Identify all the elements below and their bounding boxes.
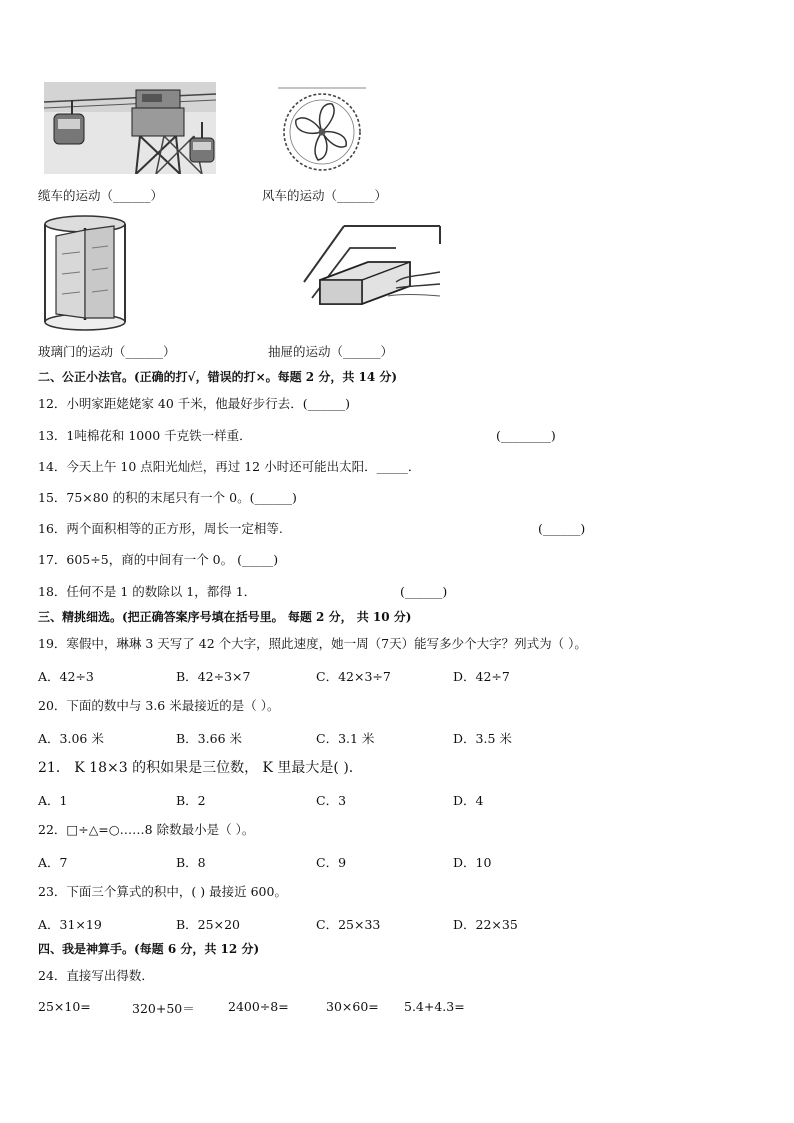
cable-car-caption: 缆车的运动（______）	[38, 188, 164, 203]
revolving-door-picture	[42, 214, 128, 332]
question-20: 20．下面的数中与 3.6 米最接近的是（ ）。	[38, 698, 280, 713]
question-19-option-b: B．42÷3×7	[176, 669, 251, 684]
question-22-option-b: B．8	[176, 855, 206, 870]
question-21-option-d: D．4	[453, 793, 484, 808]
calc-3: 2400÷8=	[228, 999, 289, 1014]
question-13-blank: (________)	[496, 428, 556, 443]
question-18: 18．任何不是 1 的数除以 1，都得 1．	[38, 584, 257, 599]
question-15: 15．75×80 的积的末尾只有一个 0。(______)	[38, 490, 297, 505]
windmill-fan-picture	[276, 86, 368, 174]
calc-2: 320+50＝	[132, 1001, 195, 1016]
question-14: 14．今天上午 10 点阳光灿烂，再过 12 小时还可能出太阳．_____．	[38, 459, 421, 474]
drawer-caption: 抽屉的运动（______）	[268, 344, 394, 359]
windmill-caption: 风车的运动（______）	[262, 188, 388, 203]
question-24: 24．直接写出得数．	[38, 968, 154, 983]
question-16-blank: (______)	[538, 521, 586, 536]
question-13: 13．1吨棉花和 1000 千克铁一样重．	[38, 428, 252, 443]
question-16: 16．两个面积相等的正方形，周长一定相等.	[38, 521, 283, 536]
question-21-option-c: C．3	[316, 793, 347, 808]
question-21-option-a: A．1	[38, 793, 68, 808]
calc-4: 30×60=	[326, 999, 379, 1014]
calc-1: 25×10=	[38, 999, 91, 1014]
calc-5: 5.4+4.3=	[404, 999, 465, 1014]
cable-car-picture	[44, 82, 216, 174]
question-23-option-a: A．31×19	[38, 917, 102, 932]
question-22-option-d: D．10	[453, 855, 492, 870]
question-20-option-d: D．3.5 米	[453, 731, 512, 746]
question-19-option-c: C．42×3÷7	[316, 669, 391, 684]
section-three-header: 三、精挑细选。(把正确答案序号填在括号里。 每题 2 分， 共 10 分)	[38, 610, 412, 624]
question-23: 23．下面三个算式的积中，( ) 最接近 600。	[38, 884, 287, 899]
question-23-option-c: C．25×33	[316, 917, 381, 932]
question-19-option-d: D．42÷7	[453, 669, 510, 684]
section-four-header: 四、我是神算手。(每题 6 分，共 12 分)	[38, 942, 260, 956]
question-21: 21． K 18×3 的积如果是三位数， K 里最大是( ).	[38, 760, 354, 776]
question-20-option-c: C．3.1 米	[316, 731, 375, 746]
question-19-option-a: A．42÷3	[38, 669, 94, 684]
section-two-header: 二、公正小法官。(正确的打√，错误的打×。每题 2 分，共 14 分)	[38, 370, 398, 384]
question-22-option-c: C．9	[316, 855, 347, 870]
question-22: 22．□÷△=○……8 除数最小是（ ）。	[38, 822, 255, 837]
question-23-option-d: D．22×35	[453, 917, 518, 932]
question-17: 17．605÷5，商的中间有一个 0。 (_____)	[38, 552, 279, 567]
question-20-option-b: B．3.66 米	[176, 731, 242, 746]
drawer-picture	[300, 222, 446, 322]
revolving-door-caption: 玻璃门的运动（______）	[38, 344, 176, 359]
question-19: 19．寒假中，琳琳 3 天写了 42 个大字，照此速度，她一周（7天）能写多少个大字？列式为（ ）。	[38, 636, 587, 651]
question-20-option-a: A．3.06 米	[38, 731, 104, 746]
question-23-option-b: B．25×20	[176, 917, 240, 932]
question-22-option-a: A．7	[38, 855, 68, 870]
question-21-option-b: B．2	[176, 793, 206, 808]
question-18-blank: (______)	[400, 584, 448, 599]
question-12: 12．小明家距姥姥家 40 千米，他最好步行去．(______)	[38, 396, 351, 411]
